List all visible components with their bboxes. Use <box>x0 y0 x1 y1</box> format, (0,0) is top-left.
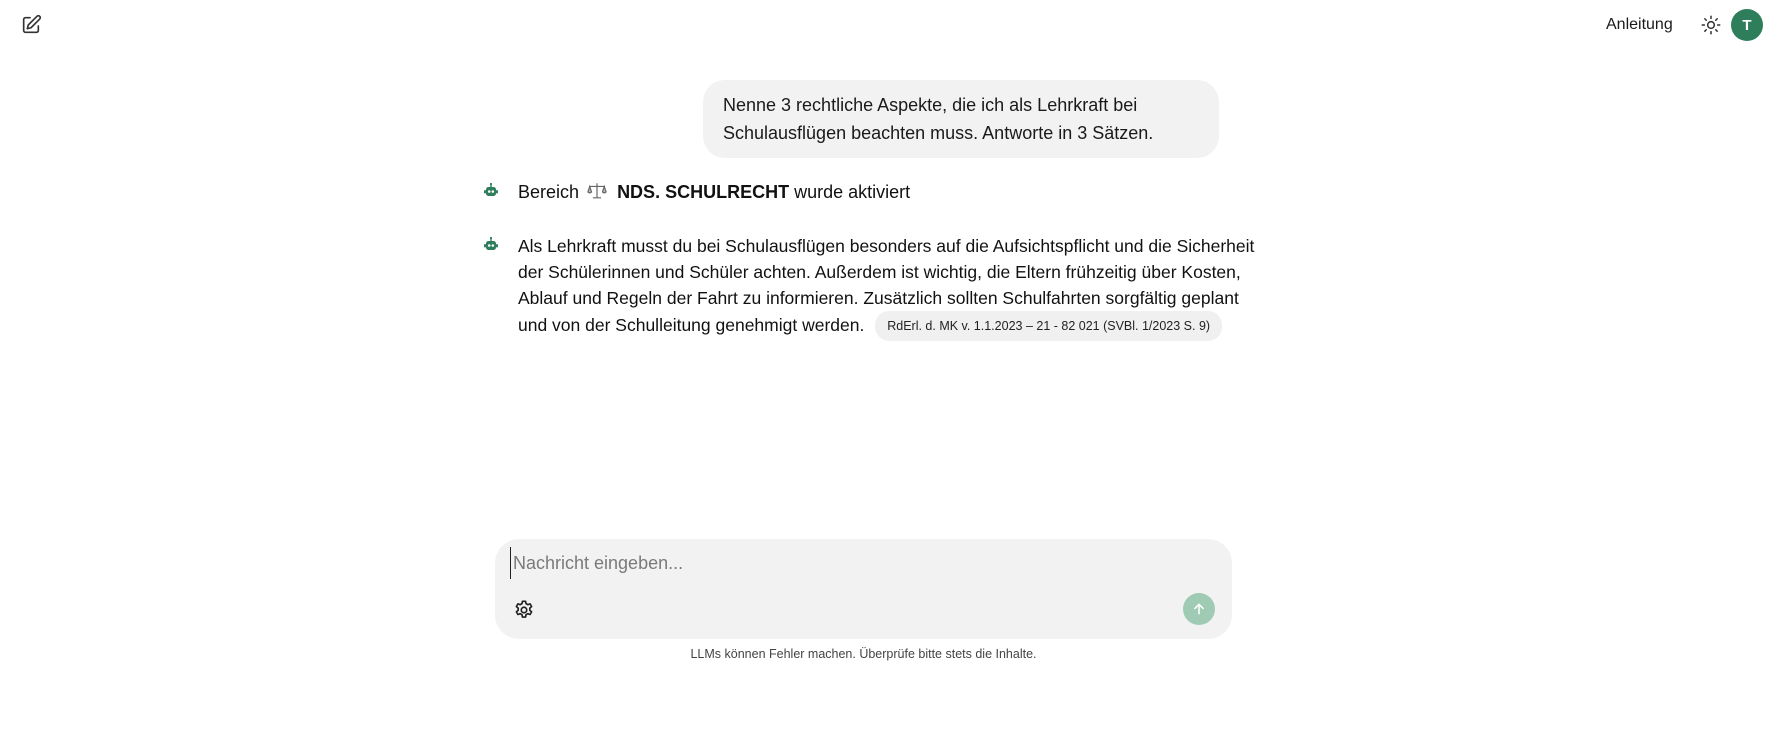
source-citation-chip[interactable]: RdErl. d. MK v. 1.1.2023 – 21 - 82 021 (SVBl. 1/2023 S. 9) <box>875 311 1222 341</box>
edit-icon <box>20 14 42 36</box>
message-input[interactable] <box>510 547 1213 579</box>
bot-icon <box>482 182 500 200</box>
activated-domain-name: NDS. SCHULRECHT <box>617 182 790 202</box>
gear-icon <box>513 599 535 621</box>
settings-button[interactable] <box>510 596 538 624</box>
new-chat-button[interactable] <box>18 12 44 38</box>
arrow-up-icon <box>1192 602 1206 616</box>
user-message-bubble: Nenne 3 rechtliche Aspekte, die ich als Lehrkraft bei Schulausflügen beachten muss. Antworte in 3 Sätzen. <box>703 80 1219 158</box>
help-link[interactable]: Anleitung <box>1606 16 1673 33</box>
scales-icon <box>586 181 608 201</box>
theme-toggle-button[interactable] <box>1697 11 1725 39</box>
disclaimer-text: LLMs können Fehler machen. Überprüfe bitte stets die Inhalte. <box>690 647 1037 661</box>
activation-suffix: wurde aktiviert <box>794 182 911 202</box>
answer-text: Als Lehrkraft musst du bei Schulausflügen besonders auf die Aufsichtspflicht und die Sicherheit der Schülerinnen und Schüler achten. Außerdem ist wichtig, die Eltern frühzeitig über Kosten, Ablauf und Regeln der Fahrt zu informieren. Zusätzlich sollten Schulfahrten sorgfältig geplant und von der Schulleitung genehmigt werden. <box>518 236 1255 335</box>
sun-icon <box>1701 15 1721 35</box>
activation-prefix: Bereich <box>518 182 580 202</box>
bot-icon <box>482 236 500 254</box>
user-avatar[interactable]: T <box>1731 9 1763 41</box>
message-composer <box>495 539 1232 639</box>
top-bar <box>0 0 1778 50</box>
send-button[interactable] <box>1183 593 1215 625</box>
